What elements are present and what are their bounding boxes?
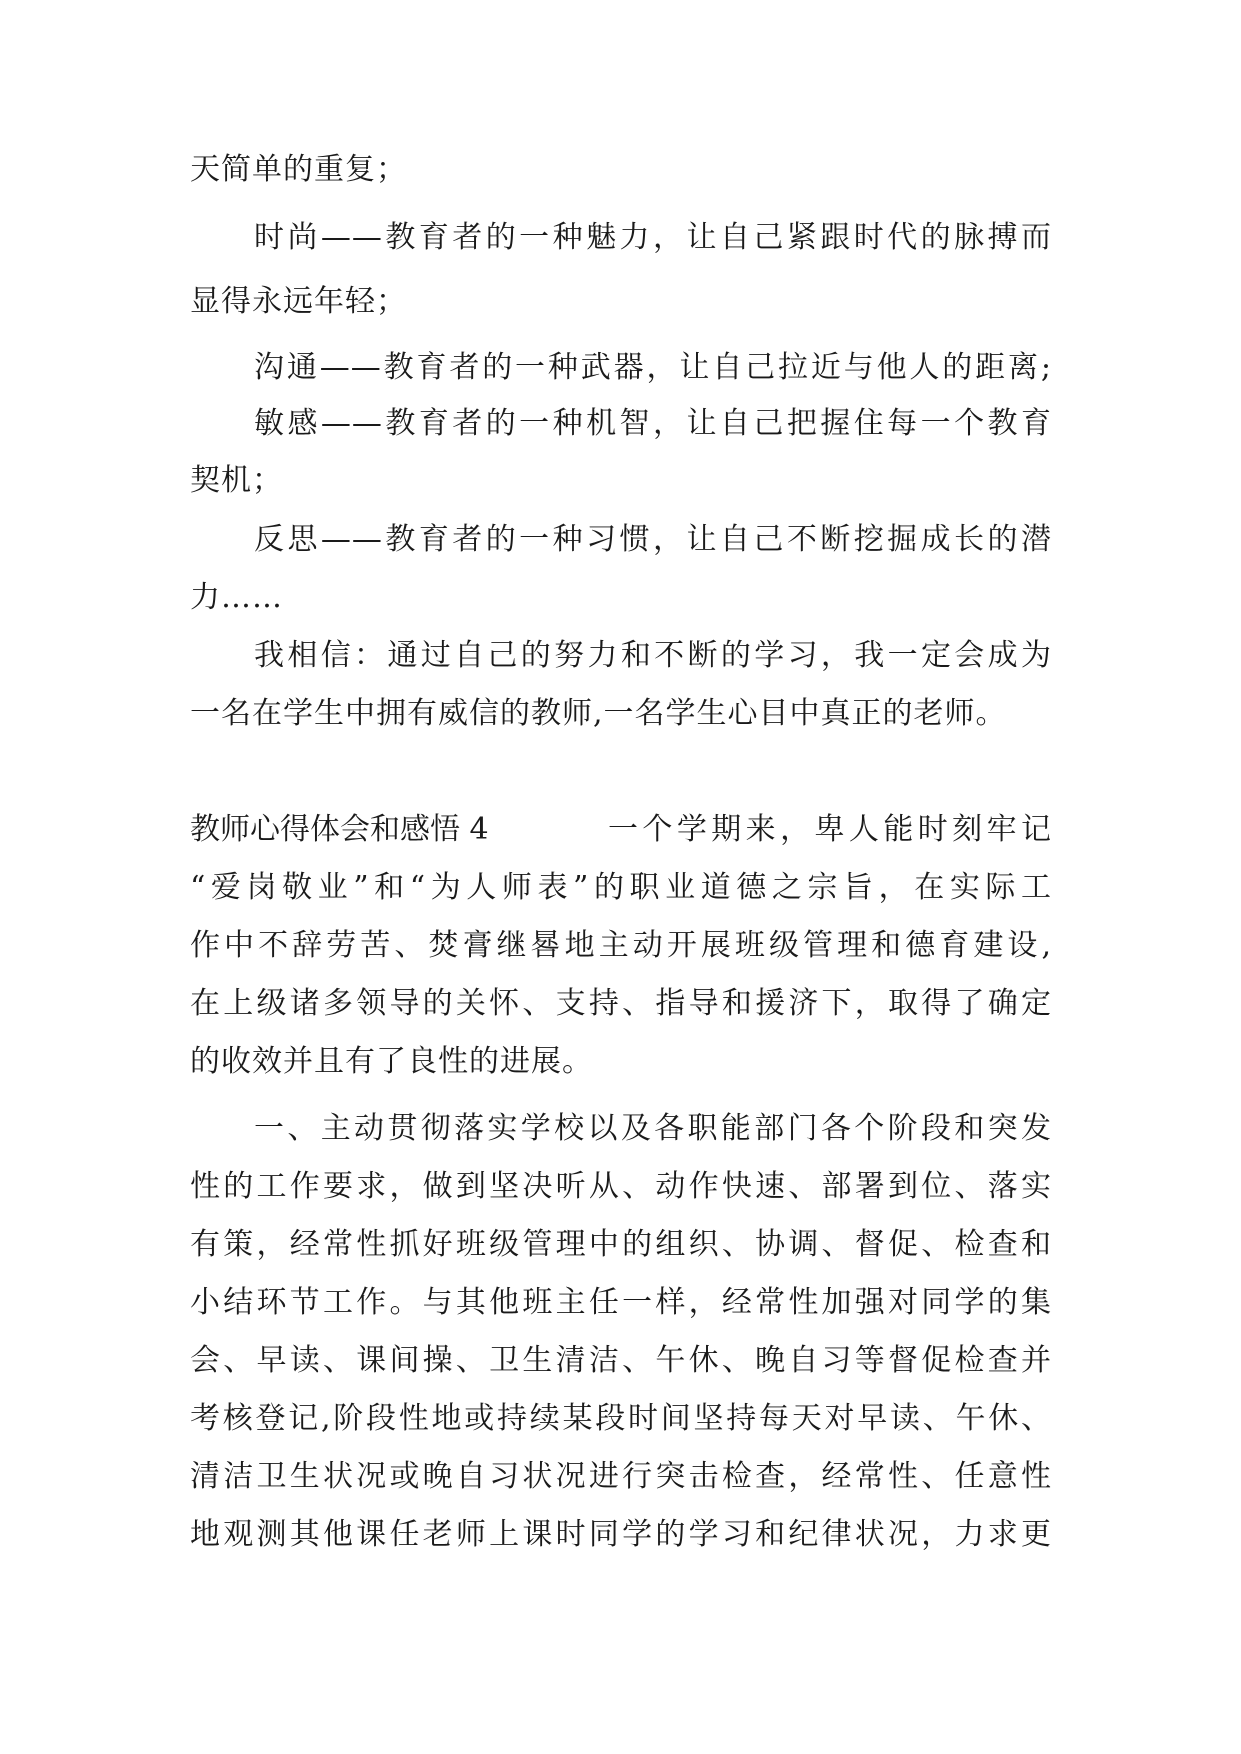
section-heading-row: [190, 810, 1052, 850]
text-line: 有策，经常性抓好班级管理中的组织、协调、督促、检查和: [190, 1227, 1052, 1262]
text-line: 地观测其他课任老师上课时同学的学习和纪律状况，力求更: [190, 1517, 1052, 1552]
text-line: 天简单的重复；: [190, 152, 407, 187]
text-line: 我相信：通过自己的努力和不断的学习，我一定会成为: [254, 638, 1052, 673]
text-line: 沟通——教育者的一种武器，让自己拉近与他人的距离;: [254, 350, 1052, 385]
text-line: 一个学期来，卑人能时刻牢记: [608, 812, 1052, 847]
text-line: 一名在学生中拥有威信的教师,一名学生心目中真正的老师。: [190, 696, 1007, 731]
section-title: 教师心得体会和感悟 4: [190, 812, 489, 847]
text-line: 考核登记,阶段性地或持续某段时间坚持每天对早读、午休、: [190, 1401, 1052, 1436]
text-line: 在上级诸多领导的关怀、支持、指导和援济下，取得了确定: [190, 986, 1052, 1021]
text-line: 时尚——教育者的一种魅力，让自己紧跟时代的脉搏而: [254, 220, 1052, 255]
text-line: 反思——教育者的一种习惯，让自己不断挖掘成长的潜: [254, 522, 1052, 557]
text-line: 清洁卫生状况或晚自习状况进行突击检查，经常性、任意性: [190, 1459, 1052, 1494]
text-line: 一、主动贯彻落实学校以及各职能部门各个阶段和突发: [254, 1111, 1052, 1146]
text-line: 的收效并且有了良性的进展。: [190, 1044, 593, 1079]
text-line: 力……: [190, 580, 283, 615]
text-line: 作中不辞劳苦、焚膏继晷地主动开展班级管理和德育建设,: [190, 928, 1052, 963]
text-line: 会、早读、课间操、卫生清洁、午休、晚自习等督促检查并: [190, 1343, 1052, 1378]
text-line: 小结环节工作。与其他班主任一样，经常性加强对同学的集: [190, 1285, 1052, 1320]
text-line: 性的工作要求，做到坚决听从、动作快速、部署到位、落实: [190, 1169, 1052, 1204]
text-line: 显得永远年轻；: [190, 284, 407, 319]
text-line: 敏感——教育者的一种机智，让自己把握住每一个教育: [254, 406, 1052, 441]
text-line: “爱岗敬业”和“为人师表”的职业道德之宗旨，在实际工: [190, 870, 1052, 905]
text-line: 契机；: [190, 463, 283, 498]
